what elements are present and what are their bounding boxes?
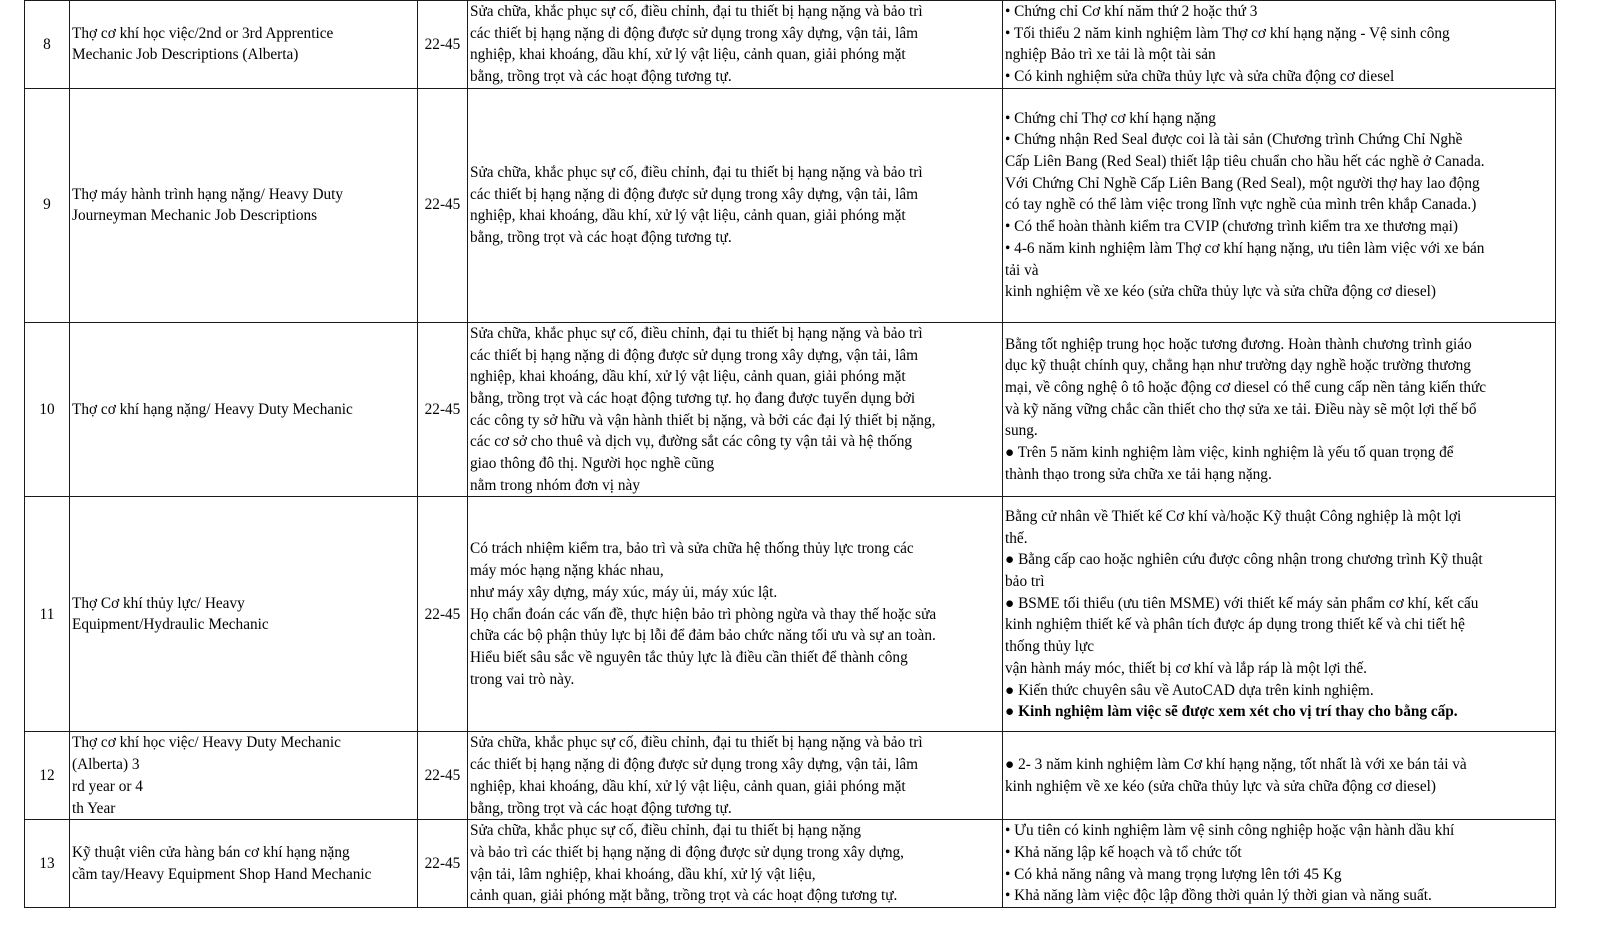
- job-title-cell: [70, 322, 418, 497]
- job-description-cell: [468, 322, 1003, 497]
- cell-line: • Tối thiểu 2 năm kinh nghiệm làm Thợ cơ khí hạng nặng - Vệ sinh công: [1005, 24, 1450, 42]
- cell-line: nằm trong nhóm đơn vị này: [470, 476, 640, 494]
- job-title-cell: [70, 820, 418, 908]
- job-requirements-cell: [1003, 732, 1556, 820]
- row-number: 8: [25, 1, 70, 89]
- job-requirements-cell: [1003, 322, 1556, 497]
- cell-line: nghiệp Bảo trì xe tải là một tài sản: [1005, 46, 1216, 64]
- cell-line: ● Bằng cấp cao hoặc nghiên cứu được công nhận trong chương trình Kỹ thuật: [1005, 551, 1483, 569]
- table-row: [25, 88, 1556, 322]
- cell-line: Bằng tốt nghiệp trung học hoặc tương đương. Hoàn thành chương trình giáo: [1005, 335, 1472, 353]
- cell-line: thành thạo trong sửa chữa xe tải hạng nặng.: [1005, 465, 1272, 483]
- job-title-cell: [70, 1, 418, 89]
- cell-line: Họ chẩn đoán các vấn đề, thực hiện bảo trì phòng ngừa và thay thế hoặc sửa: [470, 605, 937, 623]
- cell-line: cầm tay/Heavy Equipment Shop Hand Mechanic: [72, 865, 372, 883]
- cell-line: Equipment/Hydraulic Mechanic: [72, 616, 269, 634]
- job-description-cell: [468, 1, 1003, 89]
- cell-line: vận hành máy móc, thiết bị cơ khí và lắp ráp là một lợi thế.: [1005, 659, 1367, 677]
- cell-line: (Alberta) 3: [72, 756, 140, 774]
- cell-line: Cấp Liên Bang (Red Seal) thiết lập tiêu chuẩn cho hầu hết các nghề ở Canada.: [1005, 153, 1485, 171]
- cell-line: th Year: [72, 799, 116, 817]
- age-range-cell: 22-45: [418, 732, 468, 820]
- cell-line: bằng, trồng trọt và các hoạt động tương tự.: [470, 229, 732, 247]
- cell-line: như máy xây dựng, máy xúc, máy ủi, máy xúc lật.: [470, 583, 778, 601]
- cell-line: Hiểu biết sâu sắc về nguyên tắc thủy lực là điều cần thiết để thành công: [470, 648, 908, 666]
- cell-line: • Có khả năng nâng và mang trọng lượng lên tới 45 Kg: [1005, 865, 1342, 883]
- table-row: [25, 1, 1556, 89]
- cell-line: giao thông đô thị. Người học nghề cũng: [470, 455, 715, 473]
- cell-line: các thiết bị hạng nặng di động được sử dụng trong xây dựng, vận tải, lâm: [470, 24, 919, 42]
- cell-line: các công ty sở hữu và vận hành thiết bị nặng, và bởi các đại lý thiết bị nặng,: [470, 411, 936, 429]
- cell-line: • 4-6 năm kinh nghiệm làm Thợ cơ khí hạng nặng, ưu tiên làm việc với xe bán: [1005, 239, 1485, 257]
- job-description-cell: [468, 732, 1003, 820]
- cell-line: Sửa chữa, khắc phục sự cố, điều chỉnh, đại tu thiết bị hạng nặng và bảo trì: [470, 324, 923, 342]
- job-requirements-cell: [1003, 1, 1556, 89]
- cell-line-bold: ● Kinh nghiệm làm việc sẽ được xem xét cho vị trí thay cho bằng cấp.: [1005, 703, 1458, 721]
- cell-line: nghiệp, khai khoáng, dầu khí, xử lý vật liệu, cảnh quan, giải phóng mặt: [470, 207, 906, 225]
- cell-line: Kỹ thuật viên cửa hàng bán cơ khí hạng nặng: [72, 843, 350, 861]
- cell-line: Bằng cử nhân về Thiết kế Cơ khí và/hoặc Kỹ thuật Công nghiệp là một lợi: [1005, 507, 1462, 525]
- cell-line: ● BSME tối thiểu (ưu tiên MSME) với thiết kế máy sản phẩm cơ khí, kết cấu: [1005, 594, 1479, 612]
- cell-line: Với Chứng Chỉ Nghề Cấp Liên Bang (Red Seal), một người thợ hay lao động: [1005, 174, 1480, 192]
- age-range-cell: 22-45: [418, 1, 468, 89]
- cell-line: ● Trên 5 năm kinh nghiệm làm việc, kinh nghiệm là yếu tố quan trọng để: [1005, 444, 1454, 462]
- cell-line: vận tải, lâm nghiệp, khai khoáng, dầu khí, xử lý vật liệu,: [470, 865, 816, 883]
- row-number: 11: [25, 497, 70, 732]
- cell-line: các thiết bị hạng nặng di động được sử dụng trong xây dựng, vận tải, lâm: [470, 185, 919, 203]
- table-row: [25, 497, 1556, 732]
- cell-line: • Chứng chỉ Thợ cơ khí hạng nặng: [1005, 109, 1216, 127]
- cell-line: Sửa chữa, khắc phục sự cố, điều chỉnh, đại tu thiết bị hạng nặng và bảo trì: [470, 163, 923, 181]
- cell-line: Thợ Cơ khí thủy lực/ Heavy: [72, 594, 245, 612]
- row-number: 13: [25, 820, 70, 908]
- cell-line: kinh nghiệm về xe kéo (sửa chữa thủy lực và sửa chữa động cơ diesel): [1005, 283, 1436, 301]
- cell-line: và bảo trì các thiết bị hạng nặng di động được sử dụng trong xây dựng,: [470, 843, 904, 861]
- age-range-cell: 22-45: [418, 497, 468, 732]
- cell-line: kinh nghiệm thiết kế và phân tích được áp dụng trong thiết kế và chi tiết hệ: [1005, 616, 1465, 634]
- job-description-cell: [468, 88, 1003, 322]
- cell-line: Journeyman Mechanic Job Descriptions: [72, 207, 318, 225]
- job-description-cell: [468, 497, 1003, 732]
- cell-line: máy móc hạng nặng khác nhau,: [470, 562, 664, 580]
- cell-line: và kỹ năng vững chắc cần thiết cho thợ sửa xe tải. Điều này sẽ một lợi thế bổ: [1005, 400, 1477, 418]
- job-table: [24, 0, 1556, 908]
- cell-line: ● 2- 3 năm kinh nghiệm làm Cơ khí hạng nặng, tốt nhất là với xe bán tải và: [1005, 756, 1467, 774]
- job-title-cell: [70, 497, 418, 732]
- row-number: 9: [25, 88, 70, 322]
- cell-line: Mechanic Job Descriptions (Alberta): [72, 46, 299, 64]
- cell-line: cảnh quan, giải phóng mặt bằng, trồng trọt và các hoạt động tương tự.: [470, 887, 898, 905]
- cell-line: chữa các bộ phận thủy lực bị lỗi để đảm bảo chức năng tối ưu và sự an toàn.: [470, 627, 936, 645]
- table-row: [25, 732, 1556, 820]
- cell-line: Thợ máy hành trình hạng nặng/ Heavy Duty: [72, 185, 344, 203]
- table-row: [25, 820, 1556, 908]
- cell-line: bảo trì: [1005, 573, 1045, 591]
- cell-line: các thiết bị hạng nặng di động được sử dụng trong xây dựng, vận tải, lâm: [470, 346, 919, 364]
- age-range-cell: 22-45: [418, 820, 468, 908]
- cell-line: thống thủy lực: [1005, 638, 1095, 656]
- cell-line: Thợ cơ khí học việc/2nd or 3rd Apprentice: [72, 24, 334, 42]
- cell-line: • Chứng nhận Red Seal được coi là tài sản (Chương trình Chứng Chỉ Nghề: [1005, 131, 1463, 149]
- cell-line: kinh nghiệm về xe kéo (sửa chữa thủy lực và sửa chữa động cơ diesel): [1005, 777, 1436, 795]
- cell-line: các thiết bị hạng nặng di động được sử dụng trong xây dựng, vận tải, lâm: [470, 756, 919, 774]
- cell-line: nghiệp, khai khoáng, dầu khí, xử lý vật liệu, cảnh quan, giải phóng mặt: [470, 46, 906, 64]
- row-number: 12: [25, 732, 70, 820]
- job-title-cell: [70, 732, 418, 820]
- job-description-cell: [468, 820, 1003, 908]
- cell-line: • Khả năng làm việc độc lập đồng thời quản lý thời gian và năng suất.: [1005, 887, 1432, 905]
- cell-line: Sửa chữa, khắc phục sự cố, điều chỉnh, đại tu thiết bị hạng nặng và bảo trì: [470, 734, 923, 752]
- job-requirements-cell: [1003, 820, 1556, 908]
- cell-line: mại, về công nghệ ô tô hoặc động cơ diesel có thể cung cấp nền tảng kiến thức: [1005, 379, 1487, 397]
- cell-line: trong vai trò này.: [470, 670, 575, 688]
- cell-line: bằng, trồng trọt và các hoạt động tương tự.: [470, 68, 732, 86]
- job-requirements-cell: [1003, 88, 1556, 322]
- cell-line: Có trách nhiệm kiểm tra, bảo trì và sửa chữa hệ thống thủy lực trong các: [470, 540, 914, 558]
- cell-line: các cơ sở cho thuê và dịch vụ, đường sắt các công ty vận tải và hệ thống: [470, 433, 913, 451]
- cell-line: nghiệp, khai khoáng, dầu khí, xử lý vật liệu, cảnh quan, giải phóng mặt: [470, 777, 906, 795]
- age-range-cell: 22-45: [418, 88, 468, 322]
- cell-line: tải và: [1005, 261, 1039, 279]
- cell-line: thế.: [1005, 529, 1028, 547]
- cell-line: • Khả năng lập kế hoạch và tổ chức tốt: [1005, 843, 1242, 861]
- cell-line: dục kỹ thuật chính quy, chẳng hạn như trường dạy nghề hoặc trường thương: [1005, 357, 1471, 375]
- cell-line: ● Kiến thức chuyên sâu về AutoCAD dựa trên kinh nghiệm.: [1005, 681, 1374, 699]
- cell-line: rd year or 4: [72, 777, 143, 795]
- job-requirements-cell: [1003, 497, 1556, 732]
- cell-line: Sửa chữa, khắc phục sự cố, điều chỉnh, đại tu thiết bị hạng nặng: [470, 822, 862, 840]
- table-row: [25, 322, 1556, 497]
- cell-line: nghiệp, khai khoáng, dầu khí, xử lý vật liệu, cảnh quan, giải phóng mặt: [470, 368, 906, 386]
- cell-line: • Có thể hoàn thành kiểm tra CVIP (chương trình kiểm tra xe thương mại): [1005, 218, 1459, 236]
- job-title-cell: [70, 88, 418, 322]
- row-number: 10: [25, 322, 70, 497]
- cell-line: Thợ cơ khí học việc/ Heavy Duty Mechanic: [72, 734, 341, 752]
- cell-line: • Ưu tiên có kinh nghiệm làm vệ sinh công nghiệp hoặc vận hành dầu khí: [1005, 822, 1455, 840]
- cell-line: bằng, trồng trọt và các hoạt động tương tự.: [470, 799, 732, 817]
- cell-line: sung.: [1005, 422, 1038, 440]
- age-range-cell: 22-45: [418, 322, 468, 497]
- cell-line: • Chứng chỉ Cơ khí năm thứ 2 hoặc thứ 3: [1005, 3, 1258, 20]
- cell-line: bằng, trồng trọt và các hoạt động tương tự. họ đang được tuyển dụng bởi: [470, 389, 916, 407]
- cell-line: Thợ cơ khí hạng nặng/ Heavy Duty Mechanic: [72, 400, 353, 418]
- cell-line: có tay nghề có thể làm việc trong lĩnh vực nghề của mình trên khắp Canada.): [1005, 196, 1477, 214]
- cell-line: • Có kinh nghiệm sửa chữa thủy lực và sửa chữa động cơ diesel: [1005, 68, 1395, 86]
- job-table-body: [25, 1, 1556, 908]
- cell-line: Sửa chữa, khắc phục sự cố, điều chỉnh, đại tu thiết bị hạng nặng và bảo trì: [470, 3, 923, 20]
